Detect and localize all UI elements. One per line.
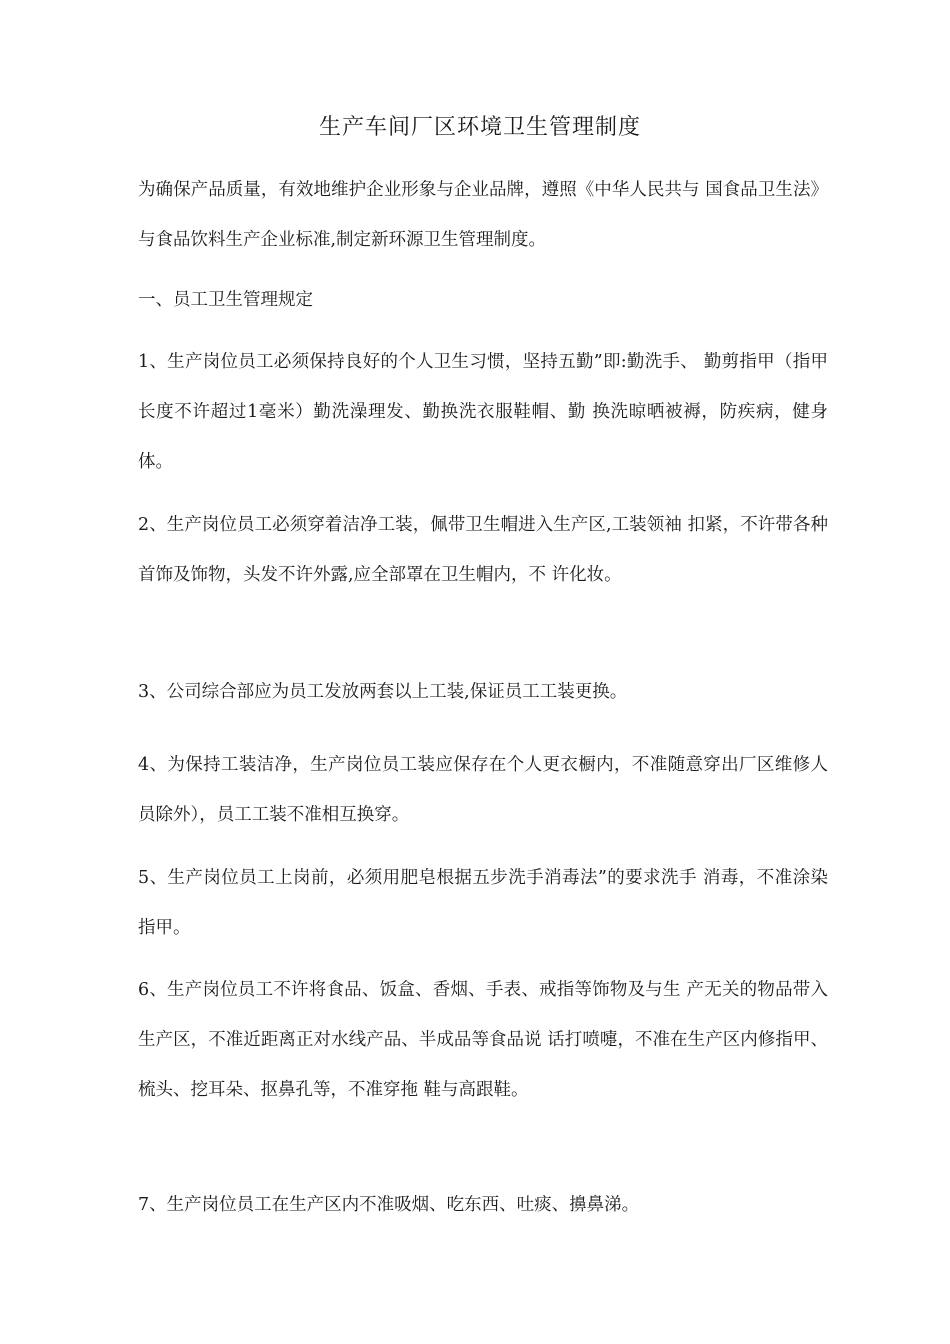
rule-item-7: 7、生产岗位员工在生产区内不准吸烟、吃东西、吐痰、擤鼻涕。	[138, 1195, 640, 1215]
rule-item-1: 1、生产岗位员工必须保持良好的个人卫生习惯，坚持五勤”即:勤洗手、 勤剪指甲（指甲长度不许超过1毫米）勤洗澡理发、勤换洗衣服鞋帽、勤 换洗晾晒被褥，防疾病，健身体。	[138, 352, 828, 472]
document-title: 生产车间厂区环境卫生管理制度	[318, 115, 641, 140]
rule-item-4: 4、为保持工装洁净，生产岗位员工装应保存在个人更衣橱内，不准随意穿出厂区维修人员除外），员工工装不准相互换穿。	[138, 755, 828, 825]
rule-item-2: 2、生产岗位员工必须穿着洁净工装，佩带卫生帽进入生产区,工装领袖 扣紧，不许带各种首饰及饰物，头发不许外露,应全部罩在卫生帽内，不 许化妆。	[138, 515, 828, 585]
intro-paragraph: 为确保产品质量，有效地维护企业形象与企业品牌，遵照《中华人民共与 国食品卫生法》与食品饮料生产企业标准,制定新环源卫生管理制度。	[138, 180, 828, 250]
rule-item-6: 6、生产岗位员工不许将食品、饭盒、香烟、手表、戒指等饰物及与生 产无关的物品带入生产区，不准近距离正对水线产品、半成品等食品说 话打喷嚏，不准在生产区内修指甲、梳头、挖耳朵、抠鼻孔等，不准穿拖 鞋与高跟鞋。	[138, 980, 828, 1100]
rule-item-5: 5、生产岗位员工上岗前，必须用肥皂根据五步洗手消毒法”的要求洗手 消毒，不准涂染指甲。	[138, 868, 828, 938]
section-heading: 一、员工卫生管理规定	[138, 290, 313, 310]
rule-item-3: 3、公司综合部应为员工发放两套以上工装,保证员工工装更换。	[138, 682, 628, 702]
